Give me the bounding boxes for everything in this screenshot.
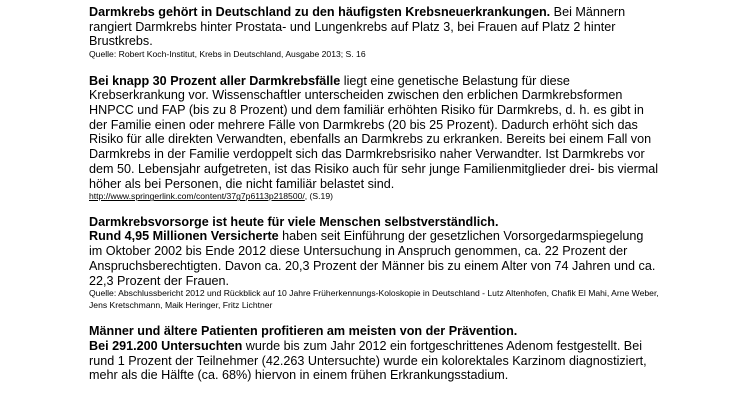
prevention-heading-text: Männer und ältere Patienten profitieren am meisten von der Prävention. (89, 324, 518, 339)
incidence-paragraph (89, 5, 659, 49)
screening-heading (89, 215, 659, 230)
springerlink-link[interactable]: http://www.springerlink.com/content/37g7p6113p218500/ (89, 191, 305, 202)
genetics-source (89, 191, 659, 203)
block-incidence (89, 5, 659, 61)
block-prevention (89, 324, 659, 383)
genetics-paragraph (89, 74, 659, 192)
screening-lead: Rund 4,95 Millionen Versicherte (89, 229, 279, 244)
prevention-text: wurde bis zum Jahr 2012 ein fortgeschrittenes Adenom festgestellt. Bei rund 1 Prozent der Teilnehmer (42.263 Untersuchte) wurde ein kolorektales Karzinom diagnostiziert, mehr als die Hälfte (ca. 68%) hiervon in einem frühen Erkrankungsstadium. (89, 338, 647, 383)
genetics-lead: Bei knapp 30 Prozent aller Darmkrebsfälle (89, 73, 341, 88)
prevention-lead: Bei 291.200 Untersuchten (89, 338, 243, 353)
springerlink-suffix: , (S.19) (304, 191, 333, 202)
document-page (89, 5, 659, 383)
screening-paragraph (89, 229, 659, 288)
screening-text: haben seit Einführung der gesetzlichen Vorsorgedarmspiegelung im Oktober 2002 bis Ende 2012 diese Untersuchung in Anspruch genommen, ca. 22 Prozent der Anspruchsberechtigten. Davon ca. 20,3 Prozent der Männer bis zu einem Alter von 74 Jahren und ca. 22,3 Prozent der Frauen. (89, 229, 656, 288)
screening-source: Quelle: Abschlussbericht 2012 und Rückblick auf 10 Jahre Früherkennungs-Koloskopie in Deutschland - Lutz Altenhofen, Chafik El Mahi, Arne Weber, Jens Kretschmann, Maik Heringer, Fritz Lichtner (89, 288, 659, 310)
genetics-text: liegt eine genetische Belastung für diese Krebserkrankung vor. Wissenschaftler unterscheiden zwischen den erblichen Darmkrebsformen HNPCC und FAP (bis zu 8 Prozent) und dem familiär erhöhten Risiko für Darmkrebs, d. h. es gibt in der Familie einen oder mehrere Fälle von Darmkrebs (20 bis 25 Prozent). Dadurch erhöht sich das Risiko für alle direkten Verwandten, ebenfalls an Darmkrebs zu erkranken. Bereits bei einem Fall von Darmkrebs in der Familie verdoppelt sich das Darmkrebsrisiko naher Verwandter. Ist Darmkrebs vor dem 50. Lebensjahr aufgetreten, ist das Risiko auch für sehr junge Familienmitglieder drei- bis viermal höher als bei Personen, die nicht familiär belastet sind. (89, 73, 659, 191)
incidence-lead: Darmkrebs gehört in Deutschland zu den häufigsten Krebsneuerkrankungen. (89, 5, 551, 19)
screening-heading-text: Darmkrebsvorsorge ist heute für viele Menschen selbstverständlich. (89, 214, 499, 229)
incidence-text: Bei Männern rangiert Darmkrebs hinter Prostata- und Lungenkrebs auf Platz 3, bei Frauen auf Platz 2 hinter Brustkrebs. (89, 5, 626, 49)
block-genetics (89, 74, 659, 203)
prevention-heading (89, 324, 659, 339)
incidence-source: Quelle: Robert Koch-Institut, Krebs in Deutschland, Ausgabe 2013; S. 16 (89, 49, 366, 60)
block-screening (89, 215, 659, 312)
prevention-paragraph (89, 339, 659, 383)
